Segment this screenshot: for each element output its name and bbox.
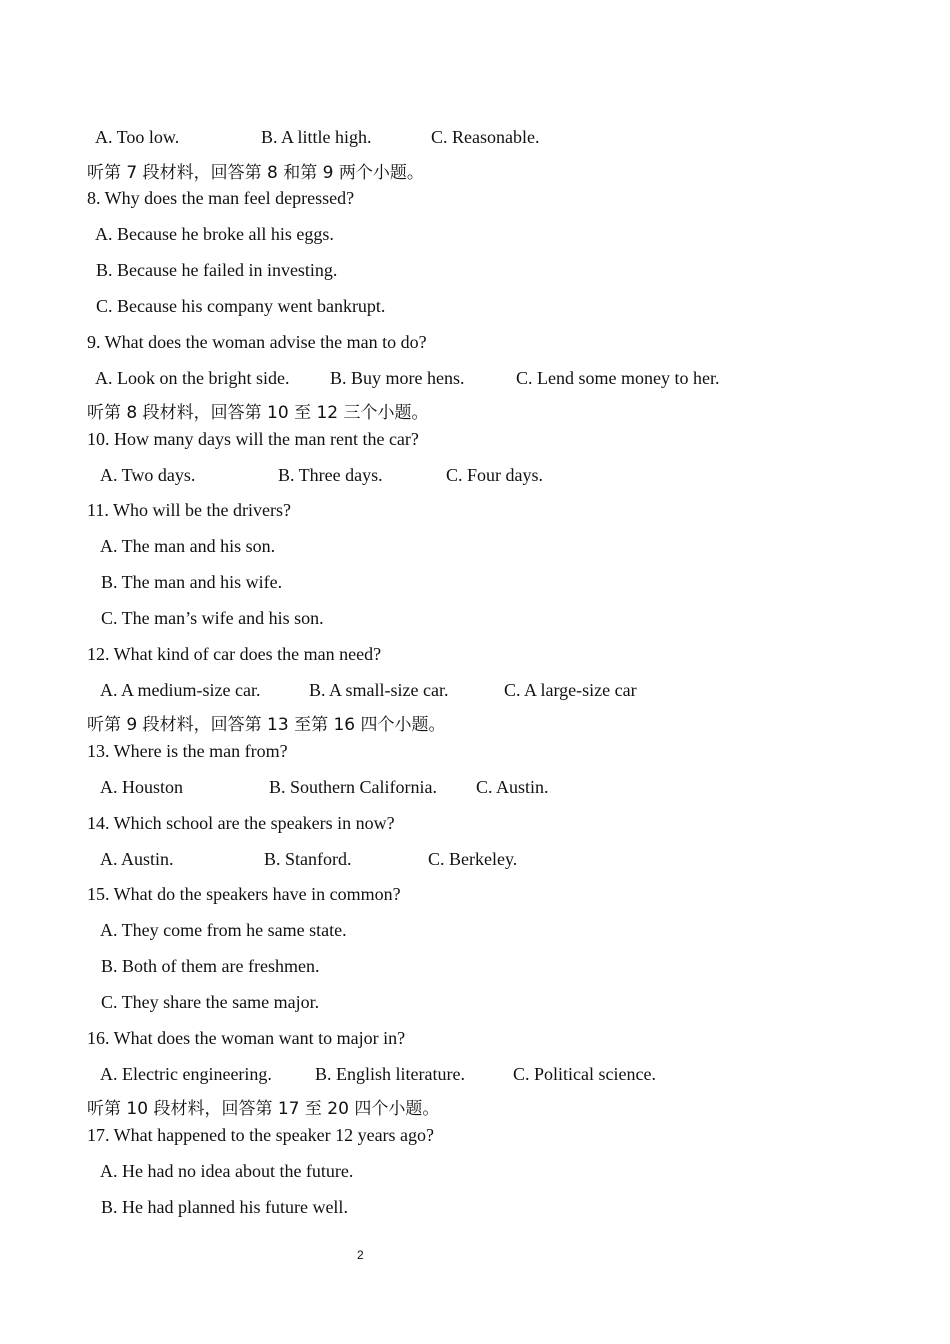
q16-option-a: A. Electric engineering. (100, 1064, 272, 1084)
q12-option-c: C. A large-size car (504, 680, 637, 700)
q17-option-a: A. He had no idea about the future. (100, 1161, 354, 1181)
q14-option-b: B. Stanford. (264, 849, 352, 869)
q15-question: 15. What do the speakers have in common? (87, 884, 401, 904)
q8-question: 8. Why does the man feel depressed? (87, 188, 355, 208)
q15-option-c: C. They share the same major. (101, 992, 320, 1012)
q10-question: 10. How many days will the man rent the car? (87, 429, 419, 449)
q8-option-b: B. Because he failed in investing. (96, 260, 338, 280)
q11-option-a: A. The man and his son. (100, 536, 276, 556)
q9-question: 9. What does the woman advise the man to do? (87, 332, 427, 352)
q8-option-a: A. Because he broke all his eggs. (95, 224, 334, 244)
q8-option-c: C. Because his company went bankrupt. (96, 296, 386, 316)
q10-option-b: B. Three days. (278, 465, 383, 485)
q14-question: 14. Which school are the speakers in now? (87, 813, 395, 833)
q17-option-b: B. He had planned his future well. (101, 1197, 348, 1217)
q12-option-b: B. A small-size car. (309, 680, 449, 700)
q7-option-a: A. Too low. (95, 127, 180, 147)
q10-option-c: C. Four days. (446, 465, 544, 485)
q16-option-b: B. English literature. (315, 1064, 465, 1084)
q16-question: 16. What does the woman want to major in? (87, 1028, 406, 1048)
q11-option-c: C. The man’s wife and his son. (101, 608, 324, 628)
q15-option-b: B. Both of them are freshmen. (101, 956, 320, 976)
q7-option-c: C. Reasonable. (431, 127, 540, 147)
q14-option-c: C. Berkeley. (428, 849, 518, 869)
section-9-instruction: 听第 9 段材料，回答第 13 至第 16 四个小题。 (87, 715, 446, 735)
q16-option-c: C. Political science. (513, 1064, 656, 1084)
q13-option-a: A. Houston (100, 777, 184, 797)
q13-option-c: C. Austin. (476, 777, 549, 797)
section-10-instruction: 听第 10 段材料，回答第 17 至 20 四个小题。 (87, 1099, 440, 1119)
q9-option-b: B. Buy more hens. (330, 368, 465, 388)
q9-option-a: A. Look on the bright side. (95, 368, 290, 388)
section-7-instruction: 听第 7 段材料，回答第 8 和第 9 两个小题。 (87, 163, 424, 183)
q7-option-b: B. A little high. (261, 127, 372, 147)
q9-option-c: C. Lend some money to her. (516, 368, 720, 388)
q15-option-a: A. They come from he same state. (100, 920, 347, 940)
q13-option-b: B. Southern California. (269, 777, 437, 797)
q12-question: 12. What kind of car does the man need? (87, 644, 382, 664)
section-8-instruction: 听第 8 段材料，回答第 10 至 12 三个小题。 (87, 403, 429, 423)
q10-option-a: A. Two days. (100, 465, 196, 485)
q12-option-a: A. A medium-size car. (100, 680, 261, 700)
q17-question: 17. What happened to the speaker 12 years ago? (87, 1125, 435, 1145)
page-number: 2 (357, 1248, 364, 1262)
q11-option-b: B. The man and his wife. (101, 572, 283, 592)
q14-option-a: A. Austin. (100, 849, 174, 869)
q13-question: 13. Where is the man from? (87, 741, 288, 761)
q11-question: 11. Who will be the drivers? (87, 500, 291, 520)
